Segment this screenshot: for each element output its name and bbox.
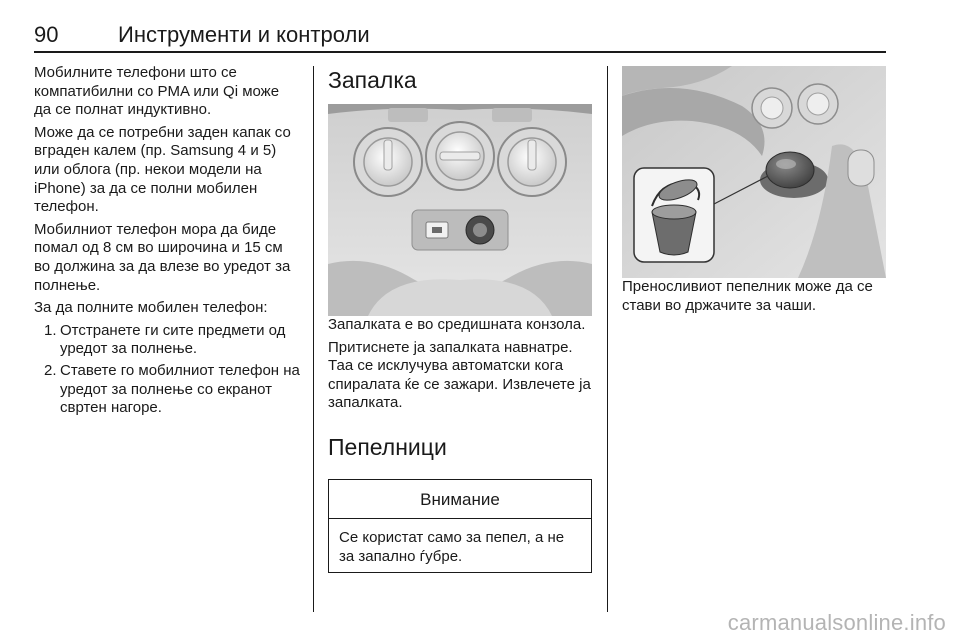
column-lighter [328, 66, 592, 573]
column-charging [34, 64, 300, 421]
paragraph-phone-size: Мобилниот телефон мора да биде помал од 8 см во широчина и 15 см во должина за да влезе во уредот за полнење. [34, 220, 291, 294]
column-divider-1 [313, 66, 314, 612]
warning-title: Внимание [329, 480, 591, 519]
page-header [34, 22, 886, 50]
watermark: carmanualsonline.info [727, 610, 946, 635]
charging-steps [34, 322, 300, 418]
paragraph-lighter-usage: Притиснете ја запалката навнатре. Таа се исклучува автоматски кога спиралата ќе се зажари. Извлечете ја запалката. [328, 338, 591, 412]
step-number: 2. [44, 361, 57, 379]
warning-box [328, 479, 592, 573]
paragraph-portable-ashtray: Преносливиот пепелник може да се стави во држачите за чаши. [622, 278, 873, 314]
section-title-ashtrays: Пепелници [328, 433, 447, 460]
column-ashtray [622, 66, 886, 319]
paragraph-lighter-location: Запалката е во средишната конзола. [328, 316, 586, 333]
paragraph-how-to-charge: За да полните мобилен телефон: [34, 299, 268, 317]
chapter-title: Инструменти и контроли [118, 22, 370, 47]
header-rule [34, 51, 886, 53]
section-title-lighter: Запалка [328, 67, 417, 93]
warning-text: Се користат само за пепел, а не за запално ѓубре. [339, 528, 565, 565]
page-number: 90 [34, 22, 59, 47]
paragraph-compatibility: Мобилните телефони што се компатибилни со PMA или Qi може да се полнат индуктивно. [34, 64, 280, 119]
column-divider-2 [607, 66, 608, 612]
lighter-console-illustration [328, 104, 592, 316]
step-text: Отстранете ги сите предмети од уредот за полнење. [60, 321, 286, 358]
paragraph-back-cover: Може да се потребни заден капак со вграден калем (пр. Samsung 4 и 5) или облога (пр. некои модели на iPhone) за да се полни мобилен телефон. [34, 123, 291, 216]
step-text: Ставете го мобилниот телефон на уредот за полнење со екранот свртен нагоре. [60, 361, 300, 417]
list-item [34, 322, 300, 359]
step-number: 1. [44, 321, 57, 339]
list-item [34, 362, 300, 418]
portable-ashtray-illustration [622, 66, 886, 278]
